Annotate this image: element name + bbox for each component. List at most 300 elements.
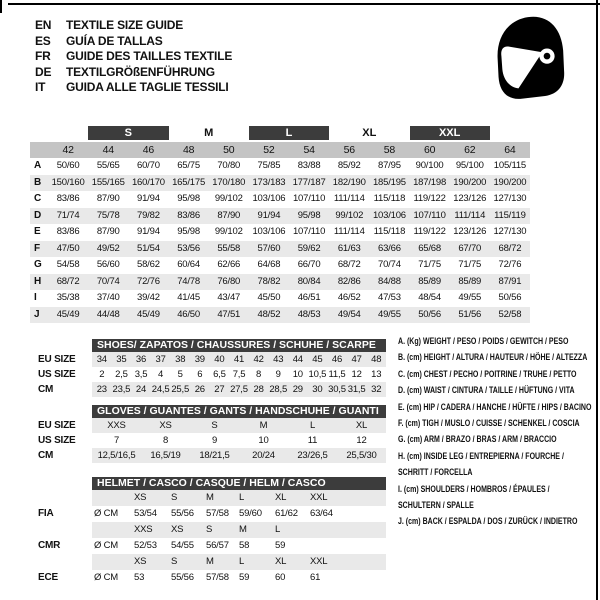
- size-value-cell: 90/100: [415, 160, 444, 171]
- size-value-cell: 190/200: [493, 176, 527, 188]
- helmet-size-cell: S: [171, 492, 178, 503]
- size-table-rows: [30, 158, 530, 323]
- size-column-header: 48: [182, 144, 195, 156]
- helmet-value-cell: [308, 538, 386, 554]
- size-value-cell: 127/130: [493, 226, 527, 237]
- shoes-value-cell: 8: [256, 369, 262, 380]
- size-value-cell: 50/56: [498, 292, 522, 303]
- size-value-cell: 84/88: [378, 275, 401, 287]
- language-code: DE: [35, 64, 52, 79]
- size-table-row: [30, 274, 530, 291]
- helmet-value-row: [92, 506, 386, 522]
- gloves-table-rows: [92, 418, 386, 463]
- size-value-cell: 127/130: [493, 193, 527, 204]
- gloves-value-cell: M: [259, 420, 268, 431]
- helmet-size-cell: L: [275, 524, 281, 535]
- size-value-cell: 185/195: [372, 176, 406, 188]
- helmet-size-cell: M: [239, 524, 247, 535]
- size-value-cell: 165/175: [172, 176, 206, 188]
- shoes-value-cell: 10,5: [308, 369, 327, 380]
- row-letter: B: [34, 176, 42, 188]
- size-value-cell: 50/56: [418, 308, 441, 320]
- legend-item: H. (cm) INSIDE LEG / ENTREPIERNA / FOURCHE / SCHRITT / FORCELLA: [398, 450, 564, 478]
- size-value-cell: 49/54: [337, 308, 361, 320]
- language-row: [35, 80, 232, 96]
- size-value-cell: 45/49: [56, 308, 80, 320]
- size-value-cell: 70/74: [378, 259, 401, 270]
- size-value-cell: 72/76: [498, 259, 522, 270]
- size-value-cell: 45/49: [137, 308, 160, 320]
- shoes-value-cell: 32: [371, 384, 382, 395]
- shoes-value-cell: 5: [177, 369, 183, 380]
- size-value-cell: 170/180: [212, 176, 246, 188]
- size-value-cell: 99/102: [214, 193, 243, 204]
- legend-item: I. (cm) SHOULDERS / HOMBROS / ÉPAULES / SCHULTERN / SPALLE: [398, 483, 550, 511]
- size-column-header: 62: [464, 144, 476, 156]
- row-letter: I: [34, 292, 37, 303]
- language-row: [35, 18, 232, 34]
- size-value-cell: 60/64: [177, 259, 200, 270]
- size-value-cell: 41/45: [177, 292, 200, 303]
- size-table-row: [30, 307, 530, 324]
- helmet-spacer-label: [38, 522, 92, 538]
- gloves-row-label: CM: [38, 450, 54, 461]
- size-value-cell: 47/53: [378, 292, 401, 303]
- helmet-value-cell: 60: [275, 572, 286, 583]
- shoes-value-cell: 39: [194, 354, 205, 365]
- shoes-value-cell: 6,5: [213, 369, 226, 380]
- helmet-row-labels: [38, 477, 92, 586]
- size-value-cell: 95/98: [297, 209, 321, 221]
- language-row: [35, 34, 232, 50]
- size-column-header: 56: [343, 144, 355, 156]
- size-value-cell: 155/165: [91, 176, 125, 188]
- size-value-cell: 82/86: [337, 275, 361, 287]
- gloves-value-cell: L: [309, 420, 316, 431]
- size-value-cell: 50/60: [56, 160, 80, 171]
- size-value-cell: 60/70: [137, 160, 160, 171]
- helmet-size-cell: XS: [134, 492, 147, 503]
- textile-size-table: [30, 126, 530, 323]
- size-column-header: 58: [383, 144, 396, 156]
- gloves-value-cell: 12: [356, 435, 367, 446]
- shoes-value-cell: 38: [175, 354, 186, 365]
- size-value-cell: 107/110: [413, 209, 446, 221]
- size-value-cell: 65/68: [418, 242, 441, 254]
- size-table-row: [30, 208, 530, 225]
- corner-cell: [30, 142, 48, 158]
- size-value-cell: 95/98: [177, 193, 200, 204]
- size-value-cell: 173/183: [252, 176, 286, 188]
- helmet-table: [38, 477, 386, 586]
- helmet-table-title: HELMET / CASCO / CASQUE / HELM / CASCO: [92, 477, 386, 490]
- size-value-cell: 119/122: [413, 193, 446, 204]
- shoes-row-labels: [38, 339, 92, 397]
- helmet-size-cell: XXL: [310, 492, 328, 503]
- size-value-cell: 46/51: [297, 292, 321, 303]
- gloves-value-cell: XL: [355, 420, 368, 431]
- size-group-s: S: [88, 126, 168, 140]
- size-value-cell: 74/78: [177, 275, 200, 287]
- size-value-cell: 61/63: [337, 242, 361, 254]
- size-value-cell: 190/200: [453, 176, 487, 188]
- shoes-table: [38, 339, 386, 397]
- row-letter: D: [34, 209, 42, 221]
- size-value-cell: 47/51: [217, 308, 241, 320]
- size-value-cell: 105/115: [493, 160, 527, 171]
- gloves-value-cell: 11: [307, 435, 318, 446]
- helmet-size-row: [92, 522, 386, 538]
- gloves-value-cell: 12,5/16,5: [97, 450, 136, 461]
- helmet-standard-label: CMR: [38, 540, 61, 551]
- size-value-cell: 55/65: [96, 160, 120, 171]
- shoes-table-body: [92, 339, 386, 397]
- helmet-value-cell: 59: [275, 540, 286, 551]
- shoes-value-cell: 45: [312, 354, 323, 365]
- size-value-cell: 68/72: [498, 242, 522, 254]
- shoes-value-cell: 42: [253, 354, 264, 365]
- size-value-cell: 58/62: [137, 259, 160, 270]
- shoes-row: [92, 367, 386, 382]
- helmet-value-cell: 61/62: [275, 508, 298, 519]
- size-value-cell: 71/75: [458, 259, 482, 270]
- shoes-value-cell: 29: [292, 384, 303, 395]
- legend-item: A. (Kg) WEIGHT / PESO / POIDS / GEWITCH / PESO: [398, 336, 569, 346]
- size-value-cell: 47/50: [56, 242, 80, 254]
- shoes-value-cell: 40: [214, 354, 225, 365]
- size-value-cell: 123/126: [453, 226, 487, 237]
- helmet-size-row: [92, 490, 386, 506]
- language-code: FR: [35, 49, 51, 63]
- size-value-cell: 95/98: [177, 226, 200, 237]
- language-title: TEXTILGRÖßENFÜHRUNG: [66, 64, 215, 79]
- size-group-xxl: XXL: [410, 126, 490, 140]
- shoes-value-cell: 10: [292, 369, 303, 380]
- helmet-value-cell: 59: [239, 572, 250, 583]
- shoes-row-label: CM: [38, 384, 54, 395]
- gloves-value-cell: 10: [258, 435, 269, 446]
- size-value-cell: 95/100: [455, 160, 484, 171]
- size-table-row: [30, 158, 530, 175]
- shoes-value-cell: 7,5: [232, 369, 246, 380]
- shoes-table-rows: [92, 352, 386, 397]
- helmet-size-cell: L: [239, 492, 245, 503]
- frame-left-border: [0, 0, 2, 13]
- size-value-cell: 75/85: [257, 160, 281, 171]
- helmet-unit-spacer: [92, 554, 132, 570]
- size-value-cell: 103/106: [372, 209, 406, 221]
- gloves-value-cell: XXS: [107, 420, 126, 431]
- helmet-value-cell: 53: [134, 572, 145, 583]
- helmet-icon: [490, 14, 566, 102]
- shoes-row: [92, 382, 386, 397]
- size-value-cell: 68/72: [56, 275, 80, 287]
- shoes-row-label: EU SIZE: [38, 354, 76, 365]
- helmet-spacer-label: [38, 490, 92, 506]
- size-group-xl: XL: [362, 127, 377, 139]
- size-value-cell: 115/118: [373, 226, 406, 237]
- frame-top-border: [8, 3, 600, 5]
- size-value-cell: 66/70: [297, 259, 321, 270]
- size-value-cell: 87/91: [498, 275, 522, 287]
- size-value-cell: 182/190: [332, 176, 366, 188]
- gloves-value-cell: 20/24: [252, 450, 275, 461]
- size-value-cell: 65/75: [177, 160, 200, 171]
- gloves-table-body: [92, 405, 386, 463]
- size-value-cell: 91/94: [137, 193, 160, 204]
- helmet-value-cell: 54/55: [171, 540, 194, 551]
- size-value-cell: 91/94: [137, 226, 160, 237]
- size-value-cell: 107/110: [292, 193, 326, 204]
- size-value-cell: 43/47: [217, 292, 241, 303]
- language-title: GUIDA ALLE TAGLIE TESSILI: [66, 80, 229, 94]
- size-value-cell: 78/82: [257, 275, 281, 287]
- size-value-cell: 46/50: [177, 308, 200, 320]
- size-value-cell: 59/62: [297, 242, 321, 254]
- size-value-cell: 39/42: [137, 292, 160, 303]
- shoes-value-cell: 25,5: [171, 384, 190, 395]
- shoes-value-cell: 13: [371, 369, 382, 380]
- size-number-row: [30, 142, 530, 158]
- helmet-size-row: [92, 554, 386, 570]
- size-value-cell: 70/80: [217, 160, 241, 171]
- gloves-value-cell: 16,5/19: [150, 450, 181, 461]
- size-value-cell: 83/86: [177, 209, 200, 221]
- helmet-size-cell: XXS: [134, 524, 153, 535]
- helmet-value-cell: 63/64: [310, 508, 333, 519]
- size-value-cell: 63/66: [378, 242, 401, 254]
- helmet-unit-label: Ø CM: [94, 508, 119, 519]
- language-title: GUIDE DES TAILLES TEXTILE: [66, 49, 233, 63]
- helmet-unit-label: Ø CM: [94, 572, 119, 583]
- size-value-cell: 46/52: [337, 292, 361, 303]
- size-value-cell: 49/55: [378, 308, 401, 320]
- helmet-table-rows: [92, 490, 386, 586]
- size-value-cell: 115/118: [373, 193, 406, 204]
- row-letter: J: [34, 308, 40, 320]
- size-value-cell: 85/89: [458, 275, 482, 287]
- size-value-cell: 150/160: [51, 176, 85, 188]
- size-table-row: [30, 241, 530, 258]
- gloves-table: [38, 405, 386, 463]
- size-value-cell: 187/198: [413, 176, 447, 188]
- shoes-value-cell: 27,5: [230, 384, 248, 395]
- size-column-header: 60: [423, 144, 436, 156]
- size-value-cell: 85/89: [418, 275, 441, 287]
- size-value-cell: 111/114: [454, 209, 486, 221]
- helmet-value-row: [92, 570, 386, 586]
- size-column-header: 54: [303, 144, 315, 156]
- gloves-row: [92, 433, 386, 448]
- size-value-cell: 75/78: [96, 209, 120, 221]
- size-value-cell: 115/119: [494, 209, 526, 221]
- shoes-value-cell: 30,5: [328, 384, 346, 395]
- size-value-cell: 37/40: [96, 292, 120, 303]
- row-letter: E: [34, 226, 41, 237]
- size-value-cell: 51/54: [137, 242, 160, 254]
- size-column-header: 42: [62, 144, 74, 156]
- language-code: ES: [35, 33, 51, 48]
- size-group-l: L: [249, 126, 329, 140]
- size-value-cell: 71/74: [56, 209, 80, 221]
- shoes-value-cell: 34: [96, 354, 107, 365]
- size-value-cell: 87/90: [96, 226, 120, 237]
- size-value-cell: 55/58: [217, 242, 241, 254]
- size-value-cell: 35/38: [56, 292, 80, 303]
- size-table-row: [30, 224, 530, 241]
- helmet-size-cell: XL: [275, 556, 287, 567]
- size-table-row: [30, 191, 530, 208]
- helmet-size-cell: M: [206, 492, 214, 503]
- shoes-value-cell: 9: [275, 369, 281, 380]
- helmet-value-cell: 52/53: [134, 540, 157, 551]
- size-value-cell: 123/126: [453, 193, 487, 204]
- legend-item: J. (cm) BACK / ESPALDA / DOS / ZURÜCK / INDIETRO: [398, 516, 578, 527]
- helmet-size-cell: XS: [134, 556, 147, 567]
- size-value-cell: 67/70: [458, 242, 482, 254]
- size-column-header: 52: [263, 144, 275, 156]
- size-value-cell: 160/170: [131, 176, 165, 188]
- helmet-value-cell: 57/58: [206, 572, 229, 583]
- size-value-cell: 45/50: [257, 292, 281, 303]
- language-code: EN: [35, 18, 52, 32]
- gloves-value-cell: 25,5/30: [346, 450, 377, 461]
- row-letter: F: [34, 242, 40, 254]
- shoes-value-cell: 3,5: [134, 369, 148, 380]
- shoes-value-cell: 28,5: [269, 384, 288, 395]
- helmet-table-body: [92, 477, 386, 586]
- size-value-cell: 83/86: [56, 193, 80, 204]
- size-value-cell: 85/92: [337, 160, 361, 171]
- size-value-cell: 57/60: [257, 242, 281, 254]
- size-value-cell: 111/114: [333, 226, 365, 237]
- helmet-size-cell: M: [206, 556, 214, 567]
- helmet-value-cell: 53/54: [134, 508, 157, 519]
- shoes-value-cell: 28: [253, 384, 264, 395]
- size-value-cell: 52/58: [498, 308, 522, 320]
- shoes-value-cell: 2,5: [115, 369, 128, 380]
- helmet-size-cell: L: [239, 556, 245, 567]
- shoes-table-title: SHOES/ ZAPATOS / CHAUSSURES / SCHUHE / SCARPE: [92, 339, 386, 352]
- size-value-cell: 80/84: [297, 275, 321, 287]
- shoes-value-cell: 36: [135, 354, 147, 365]
- shoes-value-cell: 23: [96, 384, 107, 395]
- size-value-cell: 177/187: [292, 176, 326, 188]
- gloves-row: [92, 448, 386, 463]
- row-letter: G: [34, 259, 42, 270]
- helmet-unit-label: Ø CM: [94, 540, 119, 551]
- helmet-standard-label: ECE: [38, 572, 58, 583]
- helmet-value-cell: 57/58: [206, 508, 229, 519]
- size-column-header: 50: [223, 144, 235, 156]
- shoes-row-label: US SIZE: [38, 369, 76, 380]
- language-title: TEXTILE SIZE GUIDE: [66, 18, 184, 32]
- shoes-value-cell: 43: [273, 354, 284, 365]
- size-value-cell: 99/102: [214, 226, 243, 237]
- size-value-cell: 48/54: [418, 292, 441, 303]
- size-group-m: M: [204, 127, 214, 139]
- gloves-value-cell: 7: [113, 435, 120, 446]
- legend-item: G. (cm) ARM / BRAZO / BRAS / ARM / BRACCIO: [398, 434, 557, 445]
- language-title: GUÍA DE TALLAS: [66, 33, 163, 48]
- shoes-value-cell: 26: [194, 384, 205, 395]
- language-title-list: [35, 18, 232, 96]
- shoes-value-cell: 27: [214, 384, 225, 395]
- shoes-value-cell: 2: [99, 369, 105, 380]
- helmet-size-cell: S: [206, 524, 213, 535]
- gloves-row-label: US SIZE: [38, 435, 76, 446]
- legend-item: C. (cm) CHEST / PECHO / POITRINE / TRUHE / PETTO: [398, 368, 577, 379]
- helmet-value-cell: 56/57: [206, 540, 229, 551]
- size-value-cell: 62/66: [217, 259, 241, 270]
- shoes-value-cell: 44: [292, 354, 303, 365]
- size-value-cell: 103/106: [252, 193, 286, 204]
- size-group-band: [30, 126, 530, 140]
- gloves-value-cell: S: [211, 420, 218, 431]
- shoes-value-cell: 11,5: [328, 369, 346, 380]
- measurement-legend: [398, 333, 593, 530]
- size-column-header: 44: [102, 144, 114, 156]
- size-value-cell: 87/90: [96, 193, 120, 204]
- size-value-cell: 70/74: [96, 275, 120, 287]
- helmet-size-cell: [308, 522, 386, 538]
- gloves-row-label: EU SIZE: [38, 420, 76, 431]
- size-value-cell: 99/102: [335, 209, 364, 221]
- helmet-size-cell: XS: [171, 524, 184, 535]
- gloves-value-cell: XS: [159, 420, 172, 431]
- size-value-cell: 71/75: [418, 259, 441, 270]
- helmet-value-cell: 59/60: [239, 508, 262, 519]
- language-row: [35, 49, 232, 65]
- size-value-cell: 87/90: [217, 209, 241, 221]
- row-letter: H: [34, 275, 42, 287]
- size-table-row: [30, 257, 530, 274]
- language-code: IT: [35, 80, 46, 94]
- shoes-value-cell: 41: [233, 354, 245, 365]
- size-value-cell: 48/52: [257, 308, 281, 320]
- frame-right-border: [596, 0, 598, 600]
- legend-item: D. (cm) WAIST / CINTURA / TAILLE / HÜFTUNG / VITA: [398, 385, 575, 396]
- helmet-value-cell: 55/56: [171, 572, 194, 583]
- size-table-row: [30, 175, 530, 192]
- size-value-cell: 91/94: [257, 209, 281, 221]
- size-value-cell: 49/55: [458, 292, 482, 303]
- shoes-value-cell: 31,5: [347, 384, 366, 395]
- size-value-cell: 44/48: [96, 308, 120, 320]
- gloves-table-title: GLOVES / GUANTES / GANTS / HANDSCHUHE / GUANTI: [92, 405, 386, 418]
- helmet-size-cell: XXL: [310, 556, 328, 567]
- helmet-size-cell: XL: [275, 492, 287, 503]
- size-table-row: [30, 290, 530, 307]
- shoes-value-cell: 4: [158, 369, 164, 380]
- shoes-value-cell: 6: [197, 369, 203, 380]
- shoes-value-cell: 12: [351, 369, 362, 380]
- helmet-size-cell: S: [171, 556, 178, 567]
- shoes-value-cell: 48: [371, 354, 382, 365]
- size-value-cell: 83/88: [297, 160, 321, 171]
- helmet-value-cell: 61: [310, 572, 321, 583]
- size-value-cell: 107/110: [292, 226, 326, 237]
- size-value-cell: 56/60: [96, 259, 120, 270]
- helmet-unit-spacer: [92, 522, 132, 538]
- size-value-cell: 79/82: [137, 209, 160, 221]
- shoes-row: [92, 352, 386, 367]
- helmet-spacer-label: [38, 554, 92, 570]
- size-value-cell: 54/58: [56, 259, 80, 270]
- gloves-value-cell: 9: [211, 435, 218, 446]
- helmet-value-cell: 55/56: [171, 508, 194, 519]
- size-column-header: 64: [504, 144, 516, 156]
